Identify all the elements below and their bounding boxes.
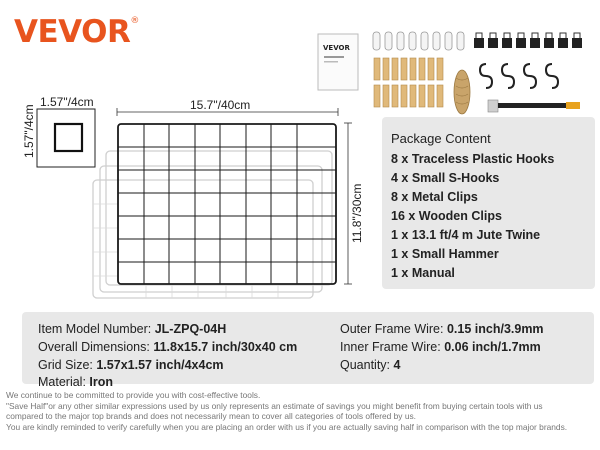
spec-label: Outer Frame Wire: xyxy=(340,322,447,336)
spec-quantity xyxy=(340,358,400,372)
grid-height-label: 1.57"/4cm xyxy=(22,104,36,158)
accessories-image xyxy=(316,30,596,125)
spec-value: 0.15 inch/3.9mm xyxy=(446,322,544,336)
manual-brand: VEVOR xyxy=(323,44,350,52)
spec-grid-size xyxy=(38,358,224,372)
spec-label: Grid Size: xyxy=(38,358,97,372)
disclaimer-line: "Save Half"or any other similar expressions used by us only represents an estimate of savings you might benefit from buying certain tools with us xyxy=(6,400,543,411)
brand-logo xyxy=(14,14,139,50)
panel-width-label: 15.7"/40cm xyxy=(190,98,251,112)
panel-height-label: 11.8"/30cm xyxy=(350,183,364,243)
list-item: 1 x 13.1 ft/4 m Jute Twine xyxy=(391,228,541,242)
package-content-title: Package Content xyxy=(391,131,491,146)
spec-outer-wire xyxy=(340,322,544,336)
brand-name: VEVOR xyxy=(14,14,131,50)
spec-value: 4 xyxy=(393,358,401,372)
disclaimer xyxy=(6,390,567,432)
list-item: 8 x Traceless Plastic Hooks xyxy=(391,152,555,166)
spec-dimensions xyxy=(38,340,297,354)
grid-width-label: 1.57"/4cm xyxy=(40,95,94,109)
spec-label: Inner Frame Wire: xyxy=(340,340,445,354)
registered-mark: ® xyxy=(130,16,139,26)
list-item: 8 x Metal Clips xyxy=(391,190,478,204)
wire-grid-panel xyxy=(86,96,356,316)
spec-label: Overall Dimensions: xyxy=(38,340,154,354)
spec-label: Item Model Number: xyxy=(38,322,155,336)
metal-clips-icon xyxy=(474,38,582,48)
spec-inner-wire xyxy=(340,340,541,354)
list-item: 16 x Wooden Clips xyxy=(391,209,502,223)
hammer-icon xyxy=(488,100,580,112)
list-item: 1 x Manual xyxy=(391,266,455,280)
spec-label: Quantity: xyxy=(340,358,394,372)
spec-value: 0.06 inch/1.7mm xyxy=(444,340,541,354)
plastic-hooks-icon xyxy=(373,32,464,50)
disclaimer-line: compared to the major top brands and does not necessarily mean to cover all categories of tools offered by us. xyxy=(6,411,416,421)
spec-value: Iron xyxy=(89,375,114,389)
spec-value: 11.8x15.7 inch/30x40 cm xyxy=(153,340,298,354)
spec-material xyxy=(38,375,113,389)
list-item: 4 x Small S-Hooks xyxy=(391,171,500,185)
spec-value: 1.57x1.57 inch/4x4cm xyxy=(96,358,224,372)
disclaimer-line: You are kindly reminded to verify carefully when you are placing an order with us if you are actually saving half in comparison with the top major brands. xyxy=(6,421,568,432)
manual-icon xyxy=(318,34,358,90)
spec-value: JL-ZPQ-04H xyxy=(154,322,227,336)
package-content-list xyxy=(391,150,554,283)
jute-twine-icon xyxy=(454,70,470,114)
disclaimer-line: We continue to be committed to provide you with cost-effective tools. xyxy=(6,390,261,400)
list-item: 1 x Small Hammer xyxy=(391,247,499,261)
spec-model xyxy=(38,322,226,336)
s-hooks-icon xyxy=(480,64,558,88)
spec-label: Material: xyxy=(38,375,90,389)
wooden-clips-icon xyxy=(374,58,443,107)
